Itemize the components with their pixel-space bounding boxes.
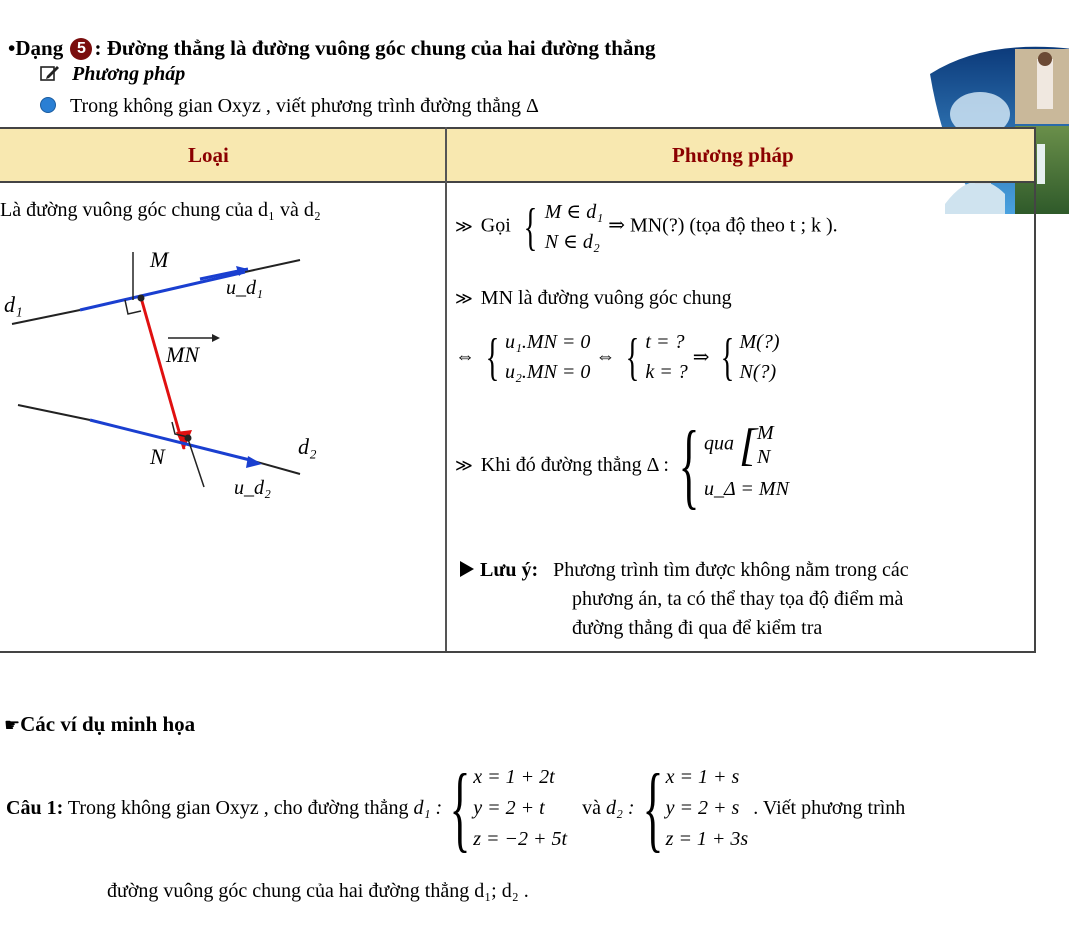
method-heading xyxy=(40,63,185,86)
d1-y: y = 2 + t xyxy=(473,796,545,819)
examples-heading-text: Các ví dụ minh họa xyxy=(20,712,196,736)
step3-mid1: t = ? xyxy=(645,331,685,353)
header-col-method: Phương pháp xyxy=(672,143,794,167)
step1-prefix: Gọi xyxy=(480,214,511,237)
step3-res2: N(?) xyxy=(739,361,777,383)
note-line-2: phương án, ta có thể thay tọa độ điểm mà xyxy=(572,588,904,610)
question-1 xyxy=(6,754,906,861)
step3-eq1: u₁.MN = 0 xyxy=(504,331,591,353)
chevron-icon: ≫ xyxy=(455,289,473,309)
pointing-hand-icon: ☛ xyxy=(4,715,21,736)
method-table xyxy=(0,127,1036,653)
examples-heading xyxy=(4,712,195,737)
step4-m: M xyxy=(756,422,774,444)
iff-icon: ⇔ xyxy=(455,345,475,368)
line-d2-left xyxy=(18,405,90,420)
step4-vector: u_Δ = MN xyxy=(704,478,789,500)
brace-icon: { xyxy=(678,411,700,518)
brace-icon: { xyxy=(720,328,734,386)
note-line-1 xyxy=(460,559,909,582)
brace-icon: { xyxy=(449,754,471,861)
step-3 xyxy=(455,327,779,387)
check-bullet-icon xyxy=(40,97,56,113)
question-1-text-b: . Viết phương trình xyxy=(753,796,906,819)
d2-x: x = 1 + s xyxy=(665,765,740,788)
column-divider xyxy=(445,127,447,651)
step1-sys2: N ∈ d₂ xyxy=(544,231,600,253)
step1-sys1: M ∈ d₁ xyxy=(544,201,604,223)
step4-n: N xyxy=(756,446,771,468)
d1-x: x = 1 + 2t xyxy=(473,765,555,788)
intro-text: Trong không gian Oxyz , viết phương trình đường thẳng Δ xyxy=(70,95,539,117)
section-title xyxy=(8,36,656,61)
step3-eq2: u₂.MN = 0 xyxy=(504,361,591,383)
step3-mid2: k = ? xyxy=(645,361,688,383)
step-4 xyxy=(455,411,789,518)
label-n: N xyxy=(150,444,165,469)
question-1-label: Câu 1: xyxy=(6,796,64,819)
perpendicular-diagram xyxy=(0,232,445,512)
step-2 xyxy=(455,287,732,310)
method-label: Phương pháp xyxy=(72,63,186,85)
label-d1: d₁ xyxy=(4,292,23,317)
label-ud2: u_d₂ xyxy=(234,477,271,499)
step-1 xyxy=(455,197,838,257)
line-d1-blue xyxy=(80,272,245,310)
brace-icon: { xyxy=(485,328,500,386)
step4-qua: qua xyxy=(704,432,735,455)
pencil-square-icon xyxy=(40,64,60,82)
d2-y: y = 2 + s xyxy=(665,796,740,819)
right-angle-m xyxy=(125,300,141,314)
and-word: và xyxy=(582,796,601,819)
step4-prefix: Khi đó đường thẳng Δ : xyxy=(480,453,669,476)
bracket-icon: [ xyxy=(739,419,757,470)
type-description: Là đường vuông góc chung của d₁ và d₂ xyxy=(0,199,321,221)
line-d1-right xyxy=(245,260,300,272)
section-title-text: : Đường thẳng là đường vuông góc chung của hai đường thẳng xyxy=(94,36,656,60)
d2-z: z = 1 + 3s xyxy=(665,827,749,850)
question-1-line-2: đường vuông góc chung của hai đường thẳng d₁; d₂ . xyxy=(107,880,529,902)
iff-icon: ⇔ xyxy=(595,345,616,368)
label-m: M xyxy=(150,247,169,272)
table-header xyxy=(0,127,1034,183)
brace-icon: { xyxy=(523,198,538,256)
label-ud1: u_d₁ xyxy=(226,277,263,299)
note-text-1: Phương trình tìm được không nằm trong các xyxy=(553,559,909,581)
d2-name: d₂ : xyxy=(605,796,635,819)
step1-result: ⇒ MN(?) (tọa độ theo t ; k ). xyxy=(608,214,838,237)
question-1-text-a: Trong không gian Oxyz , cho đường thẳng xyxy=(67,796,409,819)
note-line-3: đường thẳng đi qua để kiểm tra xyxy=(572,617,823,639)
note-label: Lưu ý: xyxy=(480,559,539,581)
implies-icon: ⇒ xyxy=(692,346,710,369)
point-m xyxy=(138,295,145,302)
brace-icon: { xyxy=(626,328,640,386)
chevron-icon: ≫ xyxy=(455,216,473,237)
d1-z: z = −2 + 5t xyxy=(473,827,568,850)
d1-name: d₁ : xyxy=(413,796,443,819)
label-mn: MN xyxy=(166,342,199,367)
chevron-icon: ≫ xyxy=(455,455,473,476)
bullet-glyph: • xyxy=(8,36,16,60)
number-badge: 5 xyxy=(70,38,92,60)
segment-mn xyxy=(141,298,184,449)
brace-icon: { xyxy=(642,754,663,861)
header-col-type: Loại xyxy=(188,143,229,167)
step2-text: MN là đường vuông góc chung xyxy=(480,287,732,309)
intro-line xyxy=(40,95,539,118)
point-n xyxy=(185,435,192,442)
label-d2: d₂ xyxy=(298,434,317,459)
triangle-bullet-icon xyxy=(460,561,474,577)
section-prefix: Dạng xyxy=(15,36,64,60)
step3-res1: M(?) xyxy=(739,331,780,353)
line-d2-blue xyxy=(90,420,250,460)
